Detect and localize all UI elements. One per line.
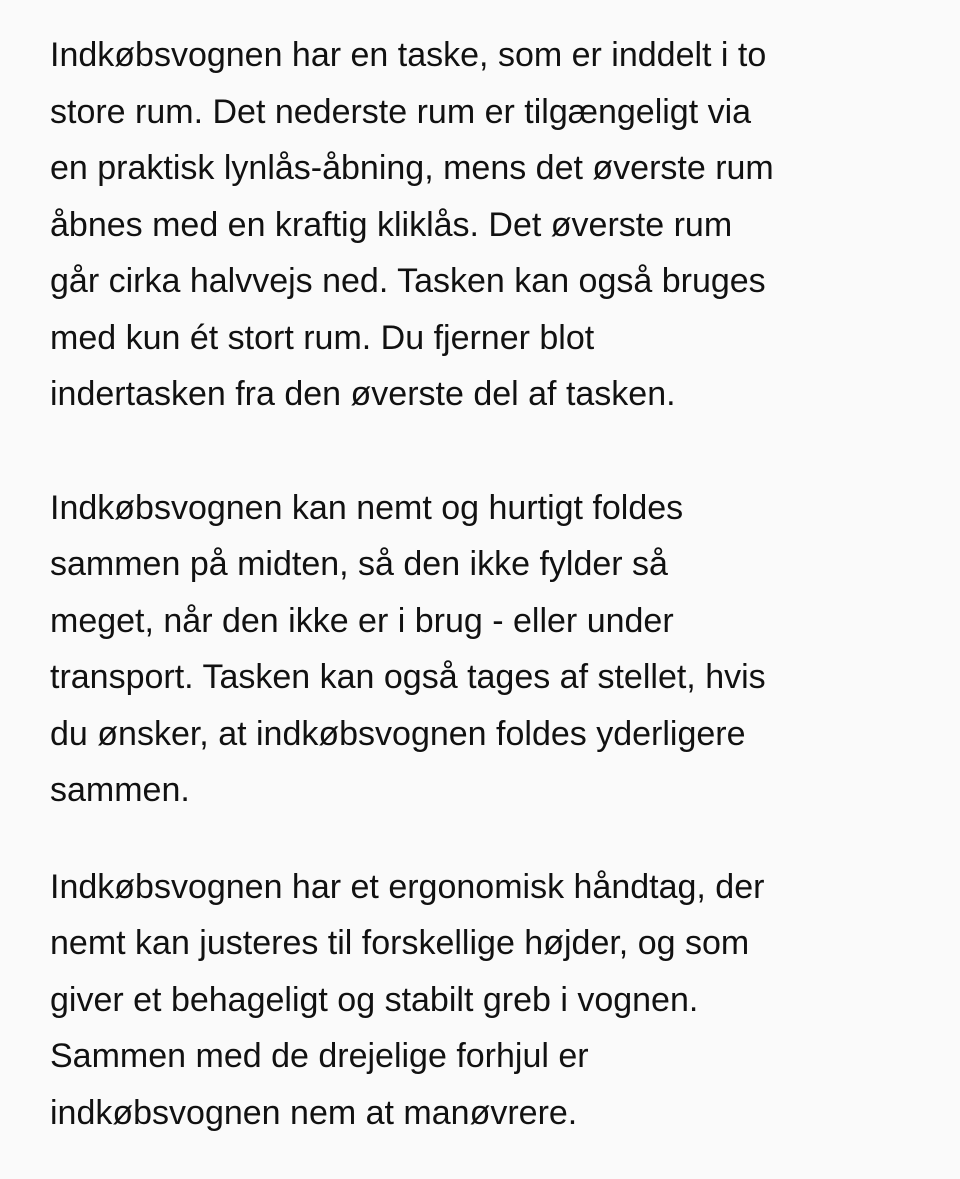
text-line: giver et behageligt og stabilt greb i vognen. bbox=[50, 980, 699, 1019]
text-line: går cirka halvvejs ned. Tasken kan også bruges bbox=[50, 262, 766, 300]
paragraph-folding bbox=[50, 480, 930, 819]
text-line: Sammen med de drejelige forhjul er bbox=[50, 1037, 589, 1075]
text-line: Indkøbsvognen har et ergonomisk håndtag, der bbox=[50, 867, 765, 906]
text-line: sammen. bbox=[50, 771, 190, 809]
text-line: du ønsker, at indkøbsvognen foldes yderligere bbox=[50, 714, 746, 753]
text-line: åbnes med en kraftig kliklås. Det øverste rum bbox=[50, 205, 733, 244]
paragraph-handle bbox=[50, 859, 930, 1142]
text-line: med kun ét stort rum. Du fjerner blot bbox=[50, 318, 595, 357]
text-line: store rum. Det nederste rum er tilgængeligt via bbox=[50, 92, 752, 131]
text-line: Indkøbsvognen har en taske, som er inddelt i to bbox=[50, 36, 767, 74]
product-description bbox=[50, 27, 930, 1141]
text-line: sammen på midten, så den ikke fylder så bbox=[50, 545, 668, 583]
text-line: transport. Tasken kan også tages af stellet, hvis bbox=[50, 658, 766, 696]
paragraph-bag-compartments bbox=[50, 27, 930, 423]
text-line: indkøbsvognen nem at manøvrere. bbox=[50, 1093, 578, 1132]
text-line: en praktisk lynlås-åbning, mens det øverste rum bbox=[50, 149, 774, 187]
text-line: indertasken fra den øverste del af tasken. bbox=[50, 375, 676, 413]
text-line: meget, når den ikke er i brug - eller under bbox=[50, 601, 674, 640]
paragraph-spacer bbox=[50, 423, 930, 480]
paragraph-spacer bbox=[50, 819, 930, 859]
text-line: nemt kan justeres til forskellige højder, og som bbox=[50, 924, 750, 962]
text-line: Indkøbsvognen kan nemt og hurtigt foldes bbox=[50, 488, 684, 527]
